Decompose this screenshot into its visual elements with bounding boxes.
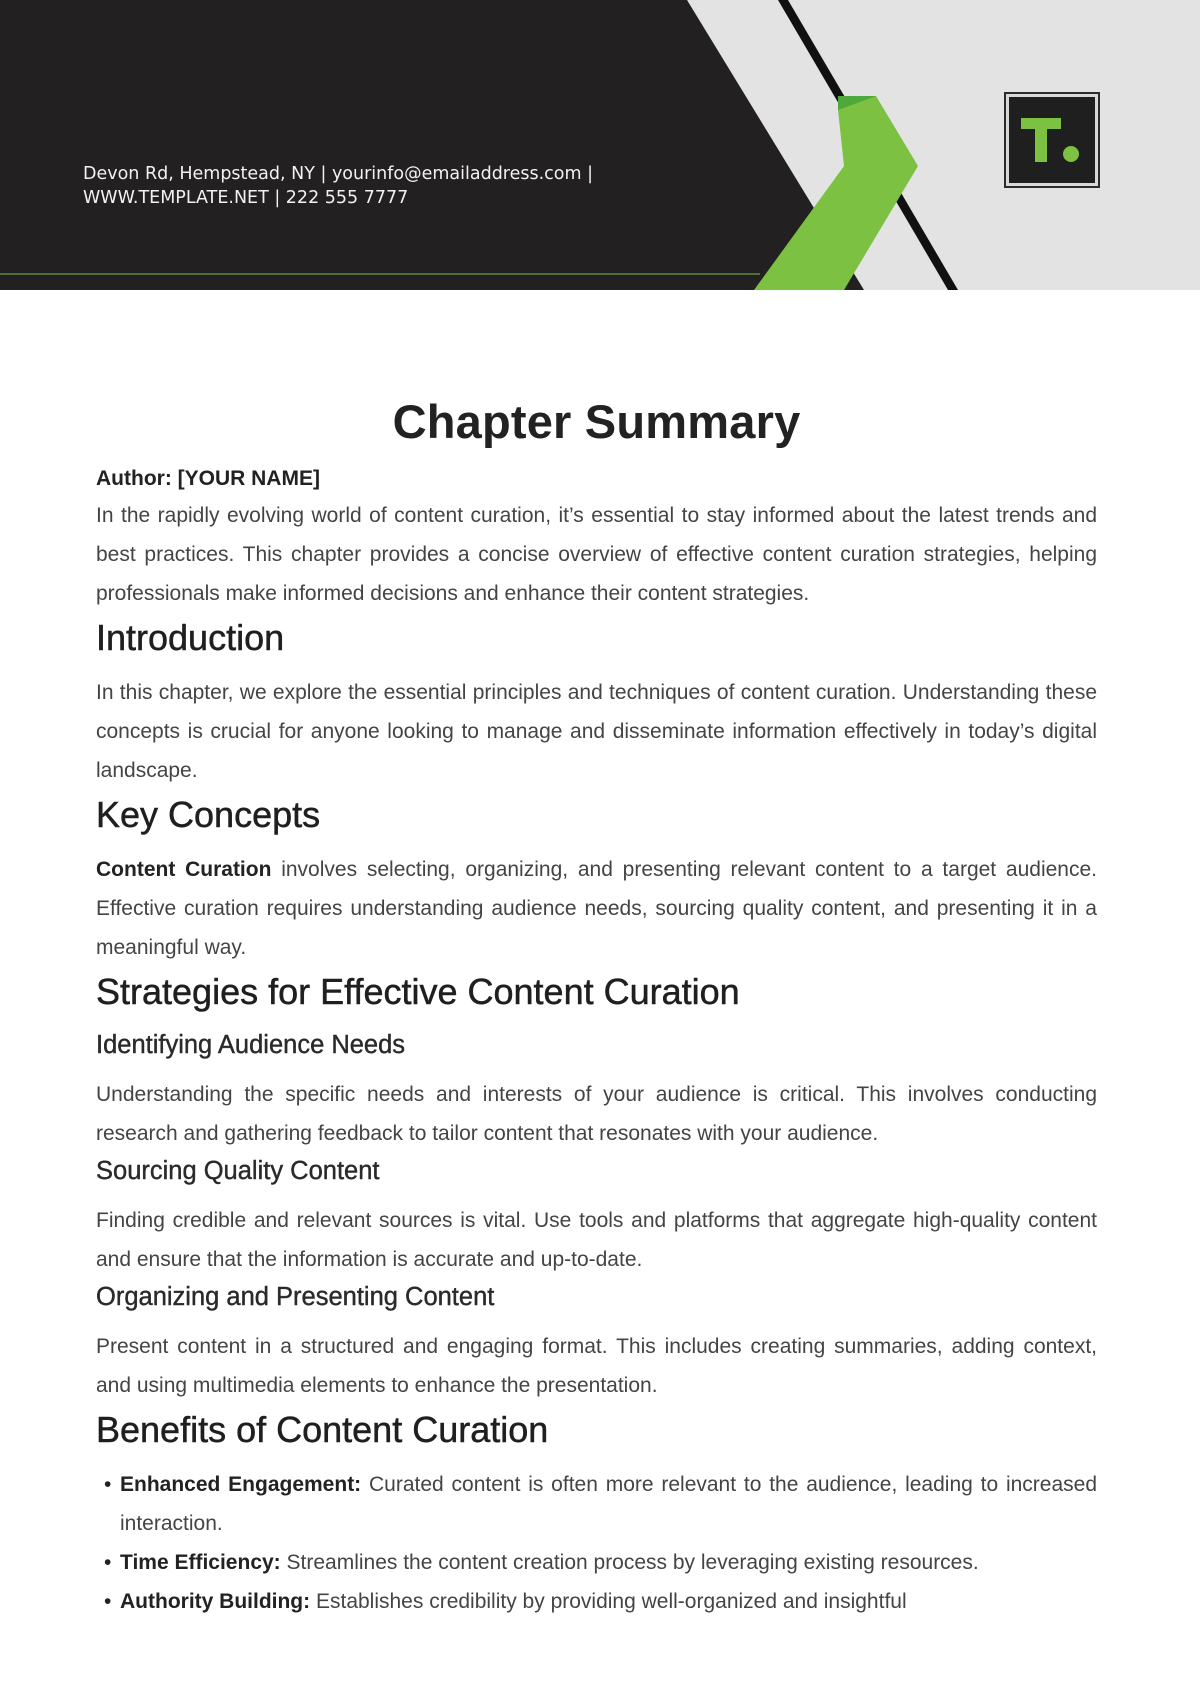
logo-mark [1009,97,1095,183]
list-item-text: Curated content is often more relevant to the audience, leading to increased interaction. [120,1473,1097,1535]
author-line: Author: [YOUR NAME] [96,467,320,490]
contact-line-website: WWW.TEMPLATE.NET | 222 555 7777 [83,188,409,208]
header-banner [0,0,1200,290]
subsection-heading: Sourcing Quality Content [96,1157,380,1185]
bullet-icon: • [104,1590,112,1613]
section-heading: Introduction [96,617,285,658]
logo [1004,92,1100,188]
list-item-label: Authority Building: [120,1590,311,1613]
list-item [96,1543,1097,1582]
section-key-concepts [96,792,1097,967]
key-term-definition: involves selecting, organizing, and presenting relevant content to a target audience. Effective curation requires understanding audience needs, sourcing quality content, and presenting it in a meaningful way. [96,858,1097,959]
list-item-text: Establishes credibility by providing well-organized and insightful [310,1590,907,1613]
subsection-paragraph: Understanding the specific needs and interests of your audience is critical. This involves conducting research and gathering feedback to tailor content that resonates with your audience. [96,1083,1097,1145]
logo-t-icon [1019,114,1085,166]
section-introduction [96,615,1097,790]
section-heading: Benefits of Content Curation [96,1409,549,1450]
section-benefits [96,1407,1097,1621]
benefits-list [96,1465,1097,1621]
list-item-text: Streamlines the content creation process by leveraging existing resources. [280,1551,979,1574]
document-body [96,392,1097,1621]
section-heading: Key Concepts [96,794,321,835]
subsection-heading: Identifying Audience Needs [96,1031,406,1059]
bullet-icon: • [104,1551,112,1574]
intro-paragraph: In the rapidly evolving world of content curation, it’s essential to stay informed about the latest trends and best practices. This chapter provides a concise overview of effective content curation strategies, helping professionals make informed decisions and enhance their content strategies. [96,504,1097,605]
section-paragraph: In this chapter, we explore the essential principles and techniques of content curation. Understanding these concepts is crucial for anyone looking to manage and disseminate information effectively in today’s digital landscape. [96,681,1097,782]
list-item [96,1465,1097,1543]
section-heading: Strategies for Effective Content Curation [96,971,740,1012]
key-term: Content Curation [96,858,272,881]
subsection-heading: Organizing and Presenting Content [96,1283,495,1311]
section-paragraph [96,850,1097,967]
page-title: Chapter Summary [392,395,801,448]
list-item-label: Time Efficiency: [120,1551,281,1574]
section-strategies [96,969,1097,1405]
contact-line-address: Devon Rd, Hempstead, NY | yourinfo@emailaddress.com | [83,164,594,184]
list-item-label: Enhanced Engagement: [120,1473,362,1496]
subsection-paragraph: Present content in a structured and engaging format. This includes creating summaries, adding context, and using multimedia elements to enhance the presentation. [96,1335,1097,1397]
list-item [96,1582,1097,1621]
bullet-icon: • [104,1473,112,1496]
subsection-paragraph: Finding credible and relevant sources is vital. Use tools and platforms that aggregate high-quality content and ensure that the information is accurate and up-to-date. [96,1209,1097,1271]
contact-info [83,162,703,210]
